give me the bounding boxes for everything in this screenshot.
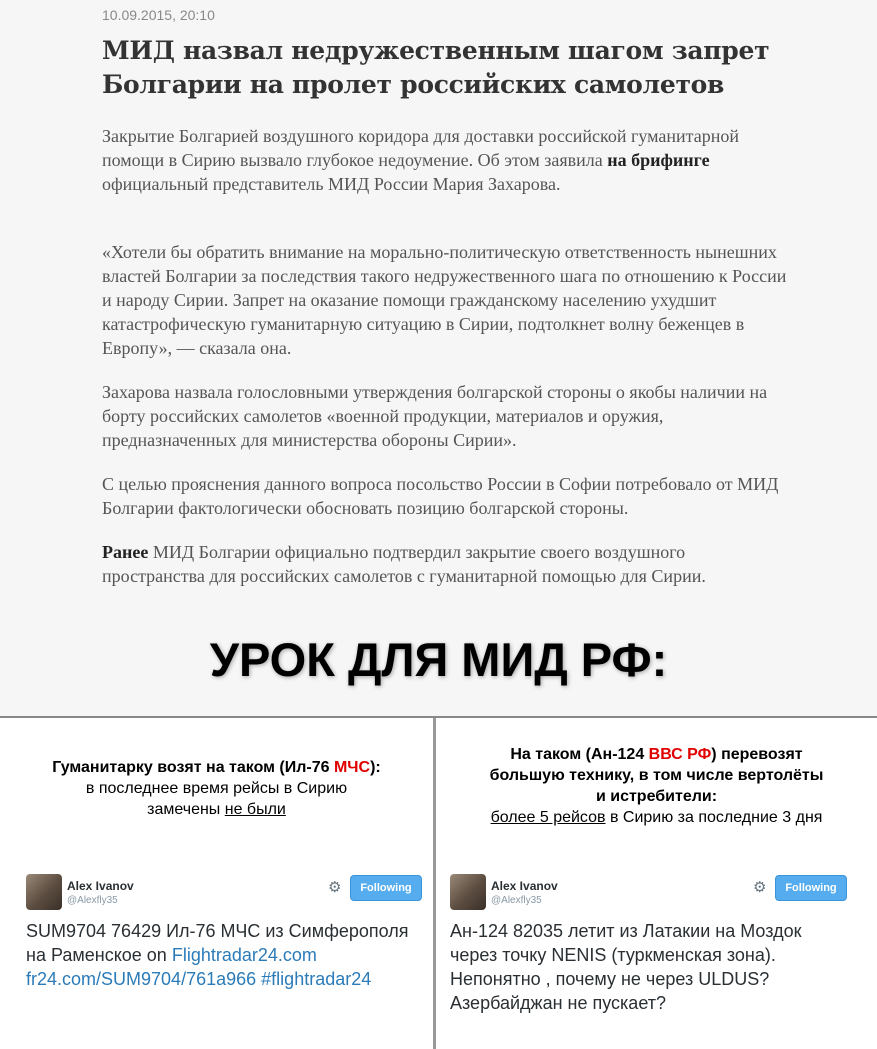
article-paragraph-1 <box>102 124 792 196</box>
tweet-author-handle[interactable]: @Alexfly35 <box>491 895 542 906</box>
caption-text: в последнее время рейсы в Сирию <box>85 780 348 797</box>
following-button[interactable]: Following <box>775 875 847 901</box>
tweet-text <box>26 919 426 991</box>
briefing-link[interactable]: на брифинге <box>607 150 710 170</box>
earlier-link[interactable]: Ранее <box>102 542 149 562</box>
avatar[interactable] <box>450 874 486 910</box>
right-panel <box>436 718 877 1049</box>
article-paragraph-3: Захарова назвала голословными утверждения болгарской стороны о якобы наличии на борту российских самолетов «военной продукции, материалов и оружия, предназначенных для министерства обороны Сирии». <box>102 382 768 450</box>
paragraph-text: официальный представитель МИД России Мария Захарова. <box>102 174 561 194</box>
caption-text: замечены <box>147 801 225 818</box>
following-button[interactable]: Following <box>350 875 422 901</box>
flightradar-link[interactable]: Flightradar24.com <box>171 945 317 965</box>
tweet-plain-text: SUM9704 76429 Ил-76 МЧС из Симферополя на Раменское on <box>26 921 409 965</box>
paragraph-text: Закрытие Болгарией воздушного коридора для доставки российской гуманитарной помощи в Сирию вызвало глубокое недоумение. Об этом заявила <box>102 126 740 170</box>
article-paragraph-2: «Хотели бы обратить внимание на морально-политическую ответственность нынешних властей Болгарии за последствия такого недружественного шага по отношению к России и народу Сирии. Запрет на оказание помощи гражданскому населению ухудшит катастрофическую гуманитарную ситуацию в Сирии, подтолкнет волну беженцев в Европу», — сказала она. <box>102 242 787 358</box>
avatar[interactable] <box>26 874 62 910</box>
caption-red-text: МЧС <box>333 759 371 776</box>
article-headline: МИД назвал недружественным шагом запрет Болгарии на пролет российских самолетов <box>102 36 770 99</box>
tweet-author-handle[interactable]: @Alexfly35 <box>67 895 118 906</box>
fr24-link[interactable]: fr24.com/SUM9704/761a966 <box>26 969 257 989</box>
article-date: 10.09.2015, 20:10 <box>102 7 215 23</box>
left-panel <box>0 718 433 1049</box>
caption-red-text: ВВС РФ <box>648 746 712 763</box>
hashtag-link[interactable]: #flightradar24 <box>261 969 372 989</box>
caption-text: ): <box>370 759 381 776</box>
comparison-panels <box>0 716 877 1049</box>
caption-text: Гуманитарку возят на таком (Ил-76 <box>52 759 334 776</box>
lesson-title: УРОК ДЛЯ МИД РФ: <box>209 633 668 686</box>
caption-text: ) перевозят <box>711 746 803 763</box>
caption-text: в Сирию за последние 3 дня <box>605 809 823 826</box>
caption-text: На таком (Ан-124 <box>510 746 649 763</box>
gear-icon[interactable]: ⚙ <box>328 878 342 896</box>
caption-underlined-text: более 5 рейсов <box>490 809 606 826</box>
article-paragraph-4: С целью прояснения данного вопроса посольство России в Софии потребовало от МИД Болгарии фактологически обосновать позицию болгарской стороны. <box>102 474 779 518</box>
caption-underlined-text: не были <box>224 801 286 818</box>
tweet-author-name[interactable]: Alex Ivanov <box>67 879 134 893</box>
tweet-author-name[interactable]: Alex Ivanov <box>491 879 558 893</box>
article-paragraph-5 <box>102 540 792 588</box>
caption-text: и истребители: <box>595 788 718 805</box>
right-caption <box>436 744 877 828</box>
paragraph-text: МИД Болгарии официально подтвердил закрытие своего воздушного пространства для российских самолетов с гуманитарной помощью для Сирии. <box>102 542 706 586</box>
tweet-text: Ан-124 82035 летит из Латакии на Моздок через точку NENIS (туркменская зона). Непонятно , почему не через ULDUS? Азербайджан не пускает? <box>450 921 802 1013</box>
left-caption <box>0 757 433 820</box>
gear-icon[interactable]: ⚙ <box>753 878 767 896</box>
caption-text: большую технику, в том числе вертолёты <box>489 767 824 784</box>
